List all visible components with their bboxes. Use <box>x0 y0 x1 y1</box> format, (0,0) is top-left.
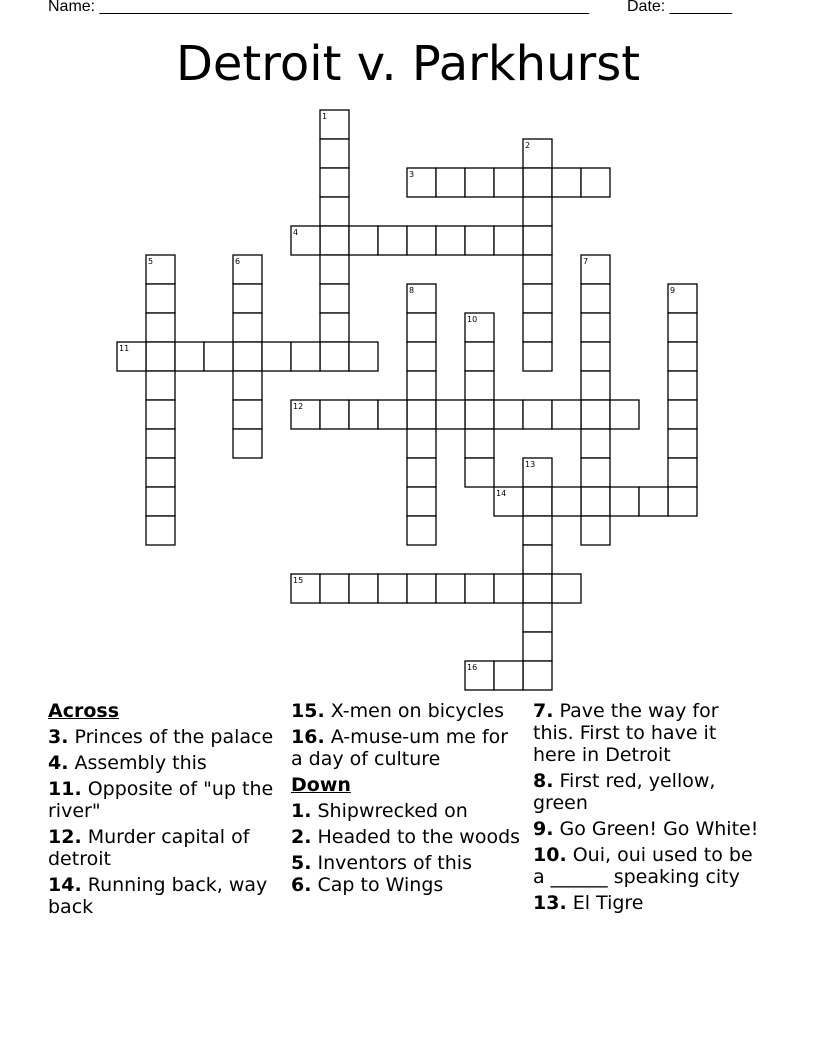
clue-across-12 <box>48 826 276 870</box>
grid-cell[interactable] <box>146 313 175 342</box>
grid-cell[interactable] <box>146 284 175 313</box>
clue-text: Cap to Wings <box>317 874 444 896</box>
clue-number: 9. <box>533 818 554 840</box>
clue-down-7 <box>533 700 763 766</box>
clue-text: X-men on bicycles <box>330 700 504 722</box>
grid-cell[interactable] <box>523 574 552 603</box>
grid-cell[interactable] <box>146 458 175 487</box>
clue-down-8 <box>533 770 763 814</box>
grid-cell[interactable] <box>552 487 581 516</box>
grid-cell[interactable] <box>320 139 349 168</box>
grid-cell[interactable] <box>639 487 668 516</box>
grid-cell[interactable] <box>465 400 494 429</box>
clue-number: 7. <box>533 700 554 722</box>
clue-text: Pave the way for this. First to have it here in Detroit <box>533 700 719 766</box>
grid-cell[interactable] <box>668 371 697 400</box>
clue-text: Running back, way back <box>48 874 268 918</box>
grid-cell[interactable] <box>494 661 523 690</box>
clue-across-15 <box>291 700 521 722</box>
grid-cell[interactable] <box>523 661 552 690</box>
clue-text: Oui, oui used to be a ______ speaking city <box>533 844 753 888</box>
clue-text: Go Green! Go White! <box>559 818 759 840</box>
clue-across-3 <box>48 726 276 748</box>
grid-cell[interactable] <box>146 487 175 516</box>
clue-number-label: 5 <box>148 257 154 266</box>
grid-cell[interactable] <box>465 226 494 255</box>
clue-down-13 <box>533 892 763 914</box>
clue-across-11 <box>48 778 276 822</box>
clue-number-label: 15 <box>293 576 304 585</box>
grid-cell[interactable] <box>581 371 610 400</box>
grid-cell[interactable] <box>378 400 407 429</box>
grid-cell[interactable] <box>349 400 378 429</box>
grid-cell[interactable] <box>407 574 436 603</box>
grid-cell[interactable] <box>668 487 697 516</box>
grid-cell[interactable] <box>436 574 465 603</box>
clue-down-9 <box>533 818 763 840</box>
grid-cell[interactable] <box>175 342 204 371</box>
grid-cell[interactable] <box>407 226 436 255</box>
clue-number-label: 9 <box>670 286 676 295</box>
grid-cell[interactable] <box>668 342 697 371</box>
clue-text: First red, yellow, green <box>533 770 716 814</box>
clue-text: Shipwrecked on <box>317 800 468 822</box>
grid-cell[interactable] <box>407 371 436 400</box>
clue-text: Headed to the woods <box>317 826 521 848</box>
clue-number-label: 2 <box>525 141 531 150</box>
grid-cell[interactable] <box>581 342 610 371</box>
grid-cell[interactable] <box>465 342 494 371</box>
grid-cell[interactable] <box>320 313 349 342</box>
clue-number-label: 16 <box>467 663 478 672</box>
clue-across-16 <box>291 726 521 770</box>
grid-cell[interactable] <box>204 342 233 371</box>
grid-cell[interactable] <box>407 487 436 516</box>
grid-cell[interactable] <box>407 429 436 458</box>
clue-column-3 <box>533 700 763 918</box>
grid-cell[interactable] <box>523 226 552 255</box>
grid-cell[interactable] <box>407 458 436 487</box>
grid-cell[interactable] <box>465 574 494 603</box>
clue-down-2 <box>291 826 521 848</box>
grid-cell[interactable] <box>146 400 175 429</box>
grid-cell[interactable] <box>523 168 552 197</box>
grid-cell[interactable] <box>320 574 349 603</box>
clue-number-label: 7 <box>583 257 589 266</box>
down-heading: Down <box>291 774 351 796</box>
grid-cell[interactable] <box>668 458 697 487</box>
grid-cell[interactable] <box>320 197 349 226</box>
grid-cell[interactable] <box>436 226 465 255</box>
grid-cell[interactable] <box>465 371 494 400</box>
grid-cell[interactable] <box>581 429 610 458</box>
grid-cell[interactable] <box>233 284 262 313</box>
grid-cell[interactable] <box>668 429 697 458</box>
clue-text: Princes of the palace <box>74 726 274 748</box>
grid-cell[interactable] <box>581 313 610 342</box>
grid-cell[interactable] <box>465 458 494 487</box>
grid-cell[interactable] <box>407 342 436 371</box>
clue-text: El Tigre <box>572 892 644 914</box>
clue-number: 5. <box>291 852 312 874</box>
clue-text: A-muse-um me for a day of culture <box>291 726 509 770</box>
grid-cell[interactable] <box>523 342 552 371</box>
date-field-line: Date: _______ <box>627 0 732 15</box>
grid-cell[interactable] <box>581 458 610 487</box>
clue-number: 3. <box>48 726 69 748</box>
grid-cell[interactable] <box>233 313 262 342</box>
grid-cell[interactable] <box>523 284 552 313</box>
grid-cell[interactable] <box>233 342 262 371</box>
clue-number: 12. <box>48 826 82 848</box>
grid-cell[interactable] <box>581 400 610 429</box>
grid-cell[interactable] <box>523 632 552 661</box>
name-field-line: Name: _______________________________________________________ <box>48 0 589 15</box>
grid-cell[interactable] <box>523 545 552 574</box>
clue-number-label: 8 <box>409 286 415 295</box>
grid-cell[interactable] <box>610 487 639 516</box>
clue-text: Murder capital of detroit <box>48 826 250 870</box>
grid-cell[interactable] <box>581 516 610 545</box>
grid-cell[interactable] <box>610 400 639 429</box>
grid-cell[interactable] <box>494 168 523 197</box>
clue-number-label: 1 <box>322 112 328 121</box>
page-title: Detroit v. Parkhurst <box>175 36 641 92</box>
clue-number-label: 4 <box>293 228 299 237</box>
across-heading: Across <box>48 700 120 722</box>
clue-number-label: 3 <box>409 170 415 179</box>
clue-number-label: 6 <box>235 257 241 266</box>
grid-cell[interactable] <box>668 313 697 342</box>
grid-cell[interactable] <box>291 342 320 371</box>
grid-cell[interactable] <box>523 603 552 632</box>
grid-cell[interactable] <box>523 313 552 342</box>
grid-cell[interactable] <box>494 400 523 429</box>
clue-across-14 <box>48 874 276 918</box>
grid-cell[interactable] <box>552 400 581 429</box>
grid-cell[interactable] <box>233 371 262 400</box>
clue-number: 6. <box>291 874 312 896</box>
grid-cell[interactable] <box>320 168 349 197</box>
clue-number: 8. <box>533 770 554 792</box>
clue-text: Assembly this <box>74 752 207 774</box>
clue-number-label: 12 <box>293 402 304 411</box>
clue-number: 15. <box>291 700 325 722</box>
grid-cell[interactable] <box>523 516 552 545</box>
grid-cell[interactable] <box>552 574 581 603</box>
grid-cell[interactable] <box>465 429 494 458</box>
grid-cell[interactable] <box>146 342 175 371</box>
grid-cell[interactable] <box>349 226 378 255</box>
clue-number: 11. <box>48 778 82 800</box>
grid-cell[interactable] <box>146 429 175 458</box>
clue-number-label: 11 <box>119 344 130 353</box>
grid-cell[interactable] <box>494 574 523 603</box>
clue-column-1 <box>48 700 276 922</box>
grid-cell[interactable] <box>523 255 552 284</box>
clue-down-1 <box>291 800 521 822</box>
grid-cell[interactable] <box>146 516 175 545</box>
clue-number: 16. <box>291 726 325 748</box>
clue-number: 1. <box>291 800 312 822</box>
clue-number: 10. <box>533 844 567 866</box>
clue-down-5 <box>291 852 521 874</box>
grid-cell[interactable] <box>581 284 610 313</box>
clue-number: 13. <box>533 892 567 914</box>
grid-cell[interactable] <box>581 487 610 516</box>
clue-number: 4. <box>48 752 69 774</box>
grid-cell[interactable] <box>552 168 581 197</box>
grid-cell[interactable] <box>320 284 349 313</box>
clue-number: 2. <box>291 826 312 848</box>
clue-number: 14. <box>48 874 82 896</box>
clue-across-4 <box>48 752 276 774</box>
grid-cell[interactable] <box>320 342 349 371</box>
grid-cell[interactable] <box>320 255 349 284</box>
clue-column-2 <box>291 700 521 900</box>
grid-cell[interactable] <box>146 371 175 400</box>
grid-cell[interactable] <box>320 400 349 429</box>
grid-cell[interactable] <box>233 429 262 458</box>
grid-cell[interactable] <box>581 168 610 197</box>
grid-cell[interactable] <box>668 400 697 429</box>
grid-cell[interactable] <box>494 226 523 255</box>
grid-cell[interactable] <box>436 400 465 429</box>
grid-cell[interactable] <box>407 400 436 429</box>
clue-number-label: 14 <box>496 489 507 498</box>
grid-cell[interactable] <box>436 168 465 197</box>
grid-cell[interactable] <box>407 516 436 545</box>
grid-cell[interactable] <box>349 574 378 603</box>
clue-down-6 <box>291 874 521 896</box>
clue-text: Inventors of this <box>317 852 472 874</box>
grid-cell[interactable] <box>523 487 552 516</box>
clue-number-label: 10 <box>467 315 478 324</box>
grid-cell[interactable] <box>262 342 291 371</box>
grid-cell[interactable] <box>378 574 407 603</box>
grid-cell[interactable] <box>233 400 262 429</box>
grid-cell[interactable] <box>349 342 378 371</box>
clue-text: Opposite of "up the river" <box>48 778 274 822</box>
grid-cell[interactable] <box>407 313 436 342</box>
grid-cell[interactable] <box>523 197 552 226</box>
grid-cell[interactable] <box>320 226 349 255</box>
grid-cell[interactable] <box>378 226 407 255</box>
clue-number-label: 13 <box>525 460 536 469</box>
grid-cell[interactable] <box>523 400 552 429</box>
grid-cell[interactable] <box>465 168 494 197</box>
clue-down-10 <box>533 844 763 888</box>
